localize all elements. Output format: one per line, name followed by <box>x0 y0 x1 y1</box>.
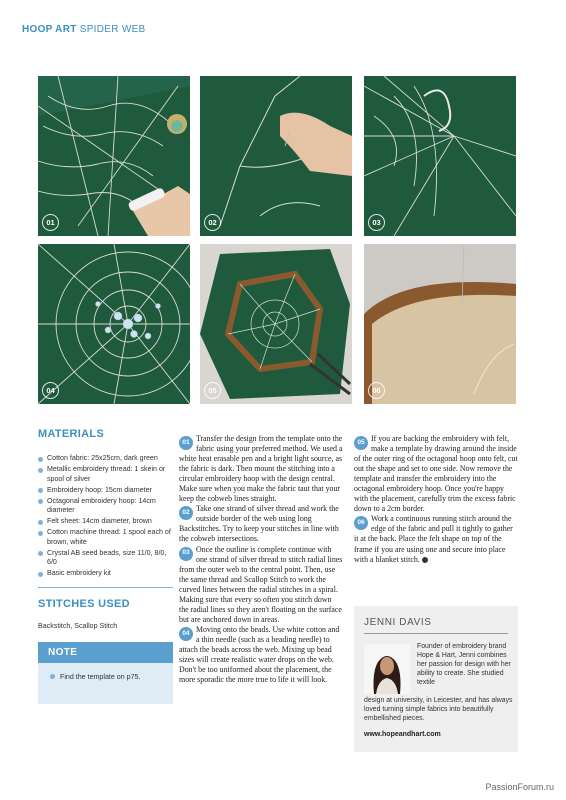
author-portrait-image <box>364 644 410 694</box>
step-badge-05: 05 <box>204 382 221 399</box>
author-bio-text-2: design at university, in Leicester, and has always loved turning simple fabrics into beautifully embellished pieces. <box>364 697 513 722</box>
step-photo-01 <box>38 76 190 236</box>
instructions-column-2 <box>354 434 518 565</box>
step-paragraph-03 <box>179 545 343 625</box>
material-item: Felt sheet: 14cm diameter, brown <box>38 517 173 527</box>
author-website-link[interactable]: www.hopeandhart.com <box>364 731 441 738</box>
note-box <box>38 642 173 704</box>
step-text-05: If you are backing the embroidery with felt, make a template by drawing around the inside of the outer ring of the octagonal hoop onto felt, cut out the shape and set to one side. Now remove the template and transfer the embroidery into the octagonal embroidery hoop. Once you're happy with the placement, carefully trim the excess fabric down to a 2cm border. <box>354 434 518 514</box>
materials-column <box>38 428 173 704</box>
material-item: Octagonal embroidery hoop: 14cm diameter <box>38 497 173 516</box>
section-subtitle: SPIDER WEB <box>79 24 146 35</box>
step-text-06: Work a continuous running stitch around the edge of the fabric and pull it tightly to gather it at the back. Place the felt shape on top of the frame if you are using one and secure into place with a blanket stitch. <box>354 514 513 564</box>
step-text-04: Moving onto the beads. Use white cotton and a thin needle (such as a beading needle) to attach the beads across the web. Mixing up bead sizes will create realistic water drops on the web. Don't be too uniformed about the placement, the more sporadic the more true to life it will look. <box>179 624 340 685</box>
step-paragraph-04 <box>179 625 343 685</box>
radial-lines-image <box>364 76 516 236</box>
material-item: Basic embroidery kit <box>38 569 173 579</box>
spider-web-stitching-image <box>38 76 190 236</box>
author-bio-box <box>354 606 518 752</box>
material-item: Cotton machine thread: 1 spool each of brown, white <box>38 528 173 547</box>
author-avatar <box>364 644 410 694</box>
step-number-01: 01 <box>179 436 193 450</box>
step-paragraph-02 <box>179 504 343 544</box>
step-photo-02 <box>200 76 352 236</box>
step-paragraph-01 <box>179 434 343 504</box>
step-photo-05 <box>200 244 352 404</box>
step-photo-03 <box>364 76 516 236</box>
material-item: Cotton fabric: 25x25cm, dark green <box>38 454 173 464</box>
step-badge-06: 06 <box>368 382 385 399</box>
material-item: Metallic embroidery thread: 1 skein or spool of silver <box>38 465 173 484</box>
note-title: NOTE <box>38 642 173 663</box>
step-number-05: 05 <box>354 436 368 450</box>
author-name: JENNI DAVIS <box>364 617 432 628</box>
end-mark-icon <box>422 557 428 563</box>
beaded-web-image <box>38 244 190 404</box>
step-text-02: Take one strand of silver thread and work the outside border of the web using long Backstitches. Try to keep your stitches in line with the cobweb intersections. <box>179 504 339 544</box>
step-badge-01: 01 <box>42 214 59 231</box>
step-number-03: 03 <box>179 547 193 561</box>
step-number-02: 02 <box>179 506 193 520</box>
step-badge-02: 02 <box>204 214 221 231</box>
divider <box>38 587 173 588</box>
step-paragraph-05 <box>354 434 518 514</box>
materials-title: MATERIALS <box>38 428 105 440</box>
section-label: HOOP ART <box>22 24 77 35</box>
step-text-03: Once the outline is complete continue with one strand of silver thread to stitch radial lines from the outer web to the central point. Then, use the same thread and Scallop Stitch to work the curved lines between the radial stitches in a spiral. Making sure that every so often you stitch down the radial lines so they aren't floating on the surface but are anchored down in areas. <box>179 544 343 624</box>
stitches-text: Backstitch, Scallop Stitch <box>38 621 118 630</box>
step-number-04: 04 <box>179 627 193 641</box>
step-photo-06 <box>364 244 516 404</box>
stitches-title: STITCHES USED <box>38 597 130 610</box>
step-badge-04: 04 <box>42 382 59 399</box>
instructions-column-1 <box>179 434 343 685</box>
stitching-outline-image <box>200 76 352 236</box>
step-number-06: 06 <box>354 516 368 530</box>
step-text-01: Transfer the design from the template onto the fabric using your preferred method. We used a white heat erasable pen and a bright light source, as the fabric is dark. Then mount the stitching into a circular embroidery hoop with the design central. Make sure when you make the fabric taut that your keep the cobweb lines straight. <box>179 434 343 504</box>
note-text: Find the template on p75. <box>38 663 173 681</box>
bio-divider <box>364 633 508 634</box>
step-badge-03: 03 <box>368 214 385 231</box>
material-item: Crystal AB seed beads, size 11/0, 8/0, 6/0 <box>38 549 173 568</box>
octagonal-hoop-trim-image <box>200 244 352 404</box>
felt-backing-image <box>364 244 516 404</box>
watermark-text: PassionForum.ru <box>485 782 554 792</box>
author-bio-text-1: Founder of embroidery brand Hope & Hart, Jenni combines her passion for design with her ability to create. She studied textile <box>417 643 511 686</box>
material-item: Embroidery hoop: 15cm diameter <box>38 486 173 496</box>
step-photo-04 <box>38 244 190 404</box>
materials-list <box>38 454 173 579</box>
page-header <box>22 24 146 35</box>
step-paragraph-06 <box>354 514 518 564</box>
